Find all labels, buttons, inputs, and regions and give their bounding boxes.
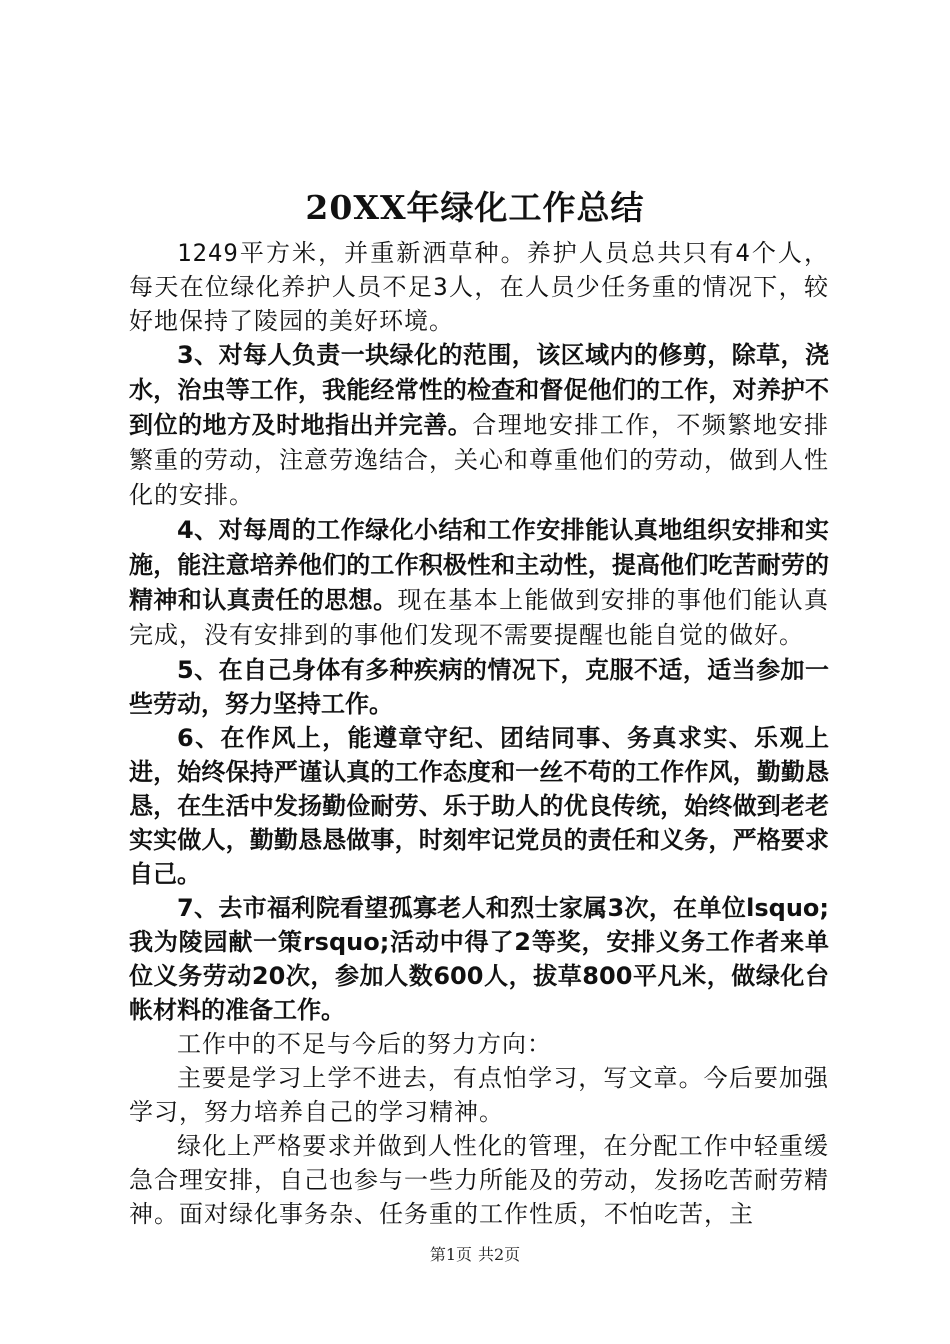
paragraph-5: 6、在作风上，能遵章守纪、团结同事、务真求实、乐观上进，始终保持严谨认真的工作态度和一丝不苟的工作作风，勤勤恳恳，在生活中发扬勤俭耐劳、乐于助人的优良传统，始终做到老老实实做人，勤勤恳恳做事，时刻牢记党员的责任和义务，严格要求自己。	[129, 724, 829, 888]
paragraph-9: 绿化上严格要求并做到人性化的管理，在分配工作中轻重缓急合理安排，自己也参与一些力所能及的劳动，发扬吃苦耐劳精神。面对绿化事务杂、任务重的工作性质，不怕吃苦，主	[129, 1132, 829, 1228]
page-number: 第1页	[429, 1245, 472, 1264]
paragraph-2	[129, 338, 829, 513]
paragraph-2-bold: 3、对每人负责一块绿化的范围，该区域内的修剪，除草，浇水，治虫等工作，我能经常性的检查和督促他们的工作，对养护不到位的地方及时地指出并完善。	[129, 341, 829, 439]
paragraph-1: 1249平方米，并重新洒草种。养护人员总共只有4个人，每天在位绿化养护人员不足3人，在人员少任务重的情况下，较好地保持了陵园的美好环境。	[129, 239, 829, 335]
paragraph-3	[129, 513, 829, 653]
paragraph-3-bold: 4、对每周的工作绿化小结和工作安排能认真地组织安排和实施，能注意培养他们的工作积极性和主动性，提高他们吃苦耐劳的精神和认真责任的思想。	[129, 516, 829, 614]
paragraph-3-light: 现在基本上能做到安排的事他们能认真完成，没有安排到的事他们发现不需要提醒也能自觉的做好。	[129, 586, 830, 649]
page-footer	[0, 1244, 950, 1266]
paragraph-4: 5、在自己身体有多种疾病的情况下，克服不适，适当参加一些劳动，努力坚持工作。	[129, 656, 829, 718]
paragraph-2-light: 合理地安排工作，不频繁地安排繁重的劳动，注意劳逸结合，关心和尊重他们的劳动，做到人性化的安排。	[129, 411, 830, 509]
paragraph-7: 工作中的不足与今后的努力方向：	[177, 1030, 552, 1058]
page-total: 共2页	[478, 1245, 521, 1264]
paragraph-6: 7、去市福利院看望孤寡老人和烈士家属3次，在单位lsquo;我为陵园献一策rsquo;活动中得了2等奖，安排义务工作者来单位义务劳动20次，参加人数600人，拔草800平凡米，做绿化台帐材料的准备工作。	[129, 894, 829, 1024]
document-body	[129, 236, 829, 1231]
paragraph-8: 主要是学习上学不进去，有点怕学习，写文章。今后要加强学习，努力培养自己的学习精神。	[129, 1064, 829, 1126]
document-title: 20XX年绿化工作总结	[305, 188, 645, 227]
